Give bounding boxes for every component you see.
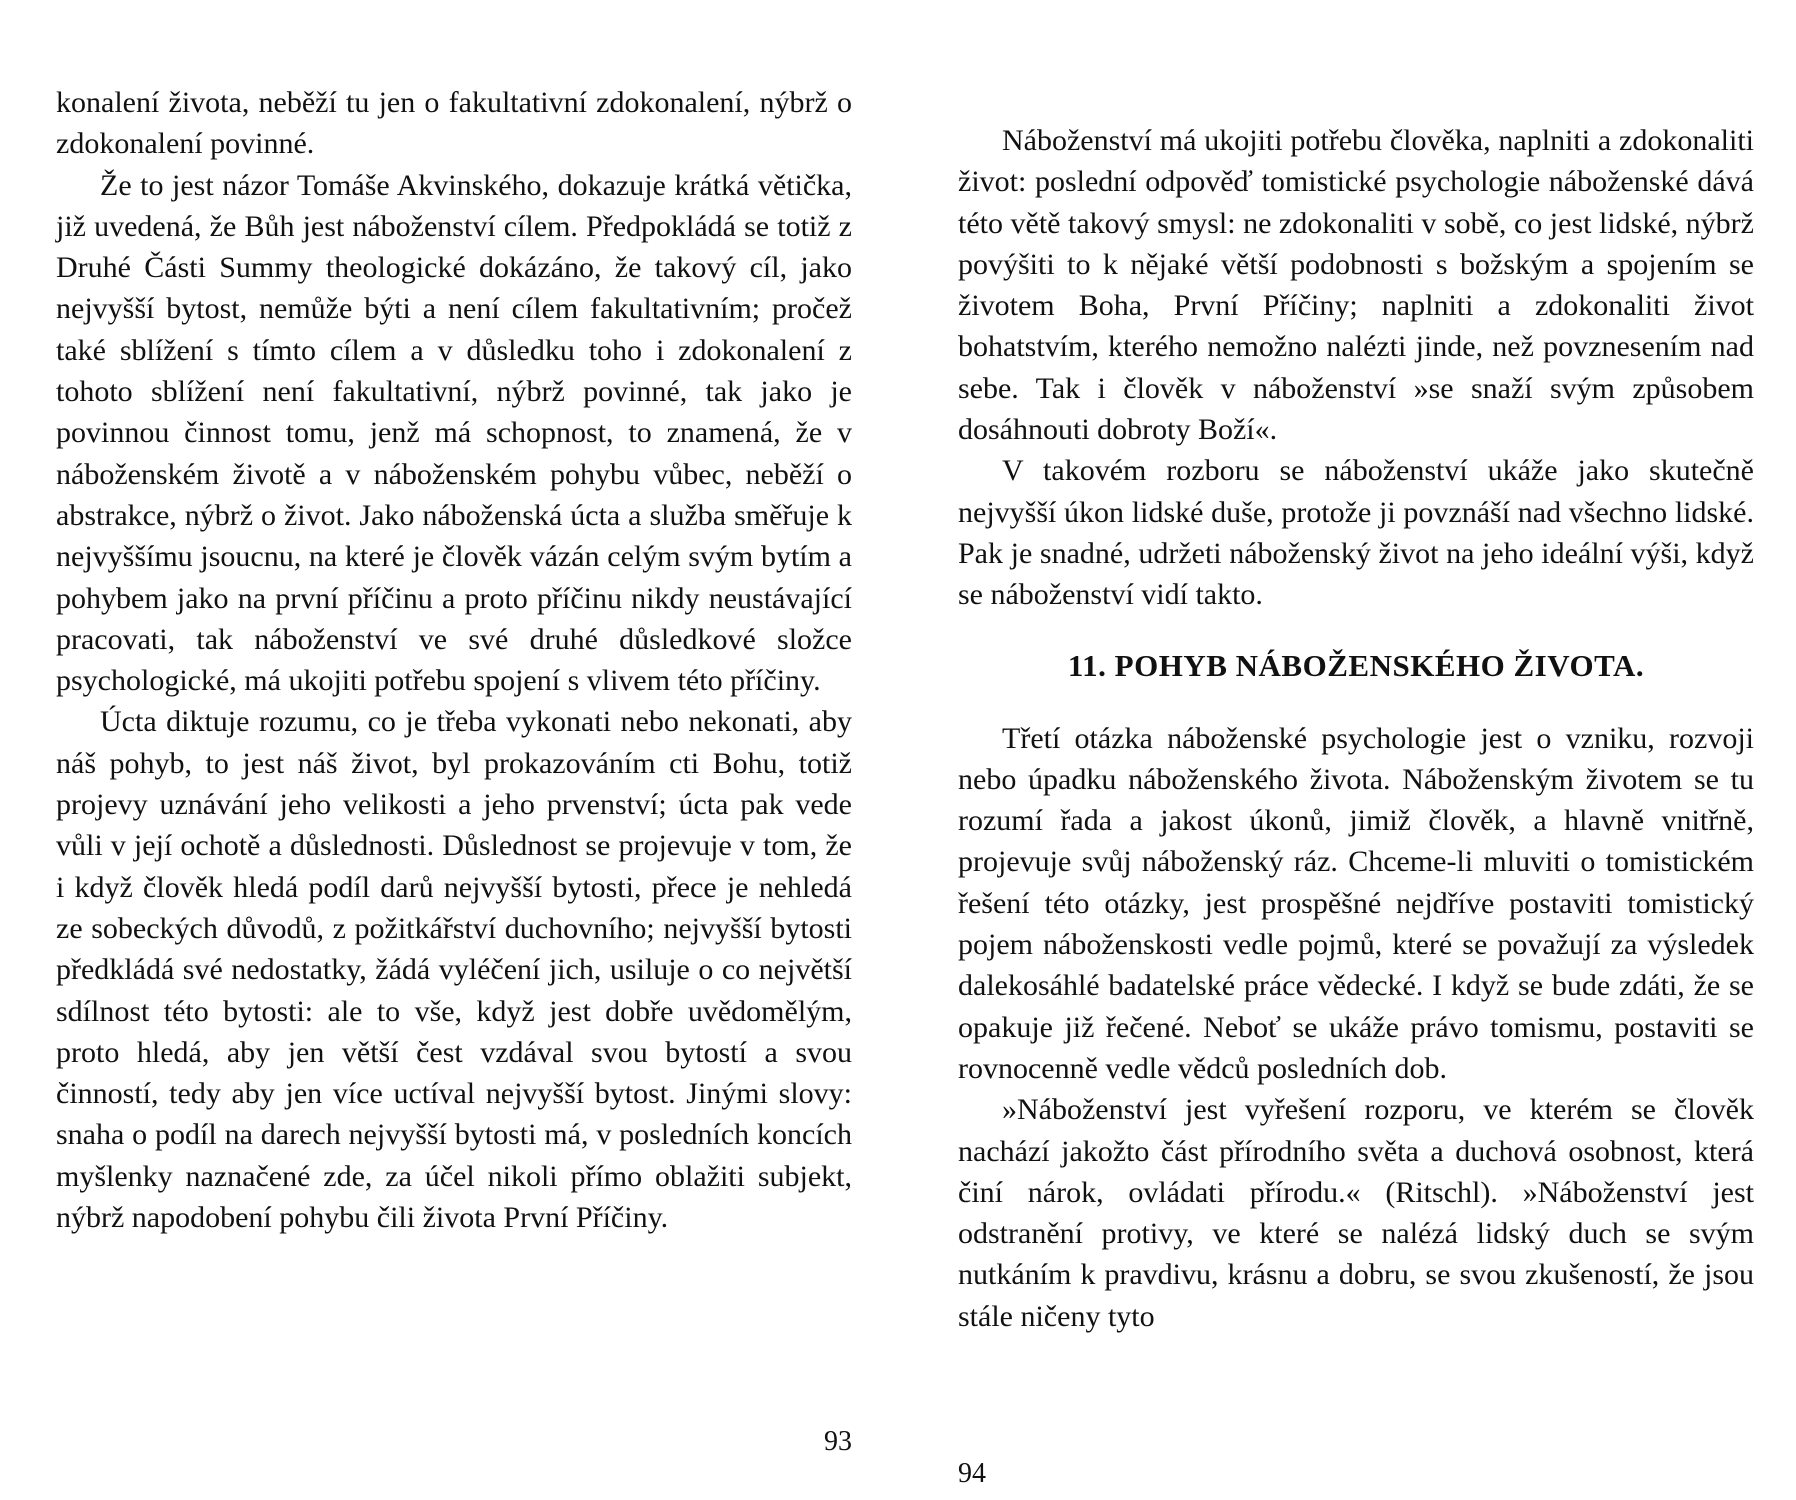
left-page-text [56, 82, 852, 1238]
right-page [898, 0, 1796, 1500]
paragraph: konalení života, neběží tu jen o fakultativní zdokonalení, nýbrž o zdokonalení povinné. [56, 86, 852, 161]
paragraph: Náboženství má ukojiti potřebu člověka, naplniti a zdokonaliti život: poslední odpověď tomistické psychologie náboženské dává této větě takový smysl: ne zdokonaliti v sobě, co jest lidské, nýbrž povýšiti to k nějaké větší podobnosti s božským a spojením se životem Boha, První Příčiny; naplniti a zdokonaliti život bohatstvím, kterého nemožno nalézti jinde, než povznesením nad sebe. Tak i člověk v náboženství »se snaží svým způsobem dosáhnouti dobroty Boží«. [958, 124, 1754, 447]
paragraph: »Náboženství jest vyřešení rozporu, ve kterém se člověk nachází jakožto část přírodního světa a duchová osobnost, která činí nárok, ovládati přírodu.« (Ritschl). »Náboženství jest odstranění protivy, ve které se nalézá lidský duch se svým nutkáním k pravdivu, krásnu a dobru, se svou zkušeností, že jsou stále ničeny tyto [958, 1093, 1754, 1333]
paragraph: Třetí otázka náboženské psychologie jest o vzniku, rozvoji nebo úpadku náboženského života. Náboženským životem se tu rozumí řada a jakost úkonů, jimiž člověk, a hlavně vnitřně, projevuje svůj náboženský ráz. Chceme-li mluviti o tomistickém řešení této otázky, jest prospěšné nejdříve postaviti tomistický pojem náboženskosti vedle pojmů, které se považují za výsledek dalekosáhlé badatelské práce vědecké. I když se bude zdáti, že se opakuje již řečené. Neboť se ukáže právo tomismu, postaviti se rovnocenně vedle vědců posledních dob. [958, 721, 1754, 1085]
page-number: 93 [824, 1426, 852, 1457]
paragraph: V takovém rozboru se náboženství ukáže jako skutečně nejvyšší úkon lidské duše, protože ji povznáší nad všechno lidské. Pak je snadné, udržeti náboženský život na jeho ideální výši, když se náboženství vidí takto. [958, 454, 1754, 612]
right-page-text [958, 120, 1754, 1337]
page-number: 94 [958, 1458, 986, 1489]
paragraph: Úcta diktuje rozumu, co je třeba vykonati nebo nekonati, aby náš pohyb, to jest náš život, byl prokazováním cti Bohu, totiž projevy uznávání jeho velikosti a jeho prvenství; úcta pak vede vůli v její ochotě a důslednosti. Důslednost se projevuje v tom, že i když člověk hledá podíl darů nejvyšší bytosti, přece je nehledá ze sobeckých důvodů, z požitkářství duchovního; nejvyšší bytosti předkládá své nedostatky, žádá vyléčení jich, usiluje o co největší sdílnost této bytosti: ale to vše, když jest dobře uvědomělým, proto hledá, aby jen větší čest vzdával svou bytostí a svou činností, tedy aby jen více uctíval nejvyšší bytost. Jinými slovy: snaha o podíl na darech nejvyšší bytosti má, v posledních koncích myšlenky naznačené zde, za účel nikoli přímo oblažiti subjekt, nýbrž napodobení pohybu čili života První Příčiny. [56, 705, 852, 1235]
paragraph: Že to jest názor Tomáše Akvinského, dokazuje krátká větička, již uvedená, že Bůh jest náboženství cílem. Předpokládá se totiž z Druhé Části Summy theologické dokázáno, že takový cíl, jako nejvyšší bytost, nemůže býti a není cílem fakultativním; pročež také sblížení s tímto cílem a v důsledku toho i zdokonalení z tohoto sblížení není fakultativní, nýbrž povinné, tak jako je povinnou činnost tomu, jenž má schopnost, to znamená, že v náboženském životě a v náboženském pohybu vůbec, neběží o abstrakce, nýbrž o život. Jako náboženská úcta a služba směřuje k nejvyššímu jsoucnu, na které je člověk vázán celým svým bytím a pohybem jako na první příčinu a proto příčinu nikdy neustávající pracovati, tak náboženství ve své druhé důsledkové složce psychologické, má ukojiti potřebu spojení s vlivem této příčiny. [56, 168, 852, 698]
section-heading: 11. POHYB NÁBOŽENSKÉHO ŽIVOTA. [1067, 647, 1645, 683]
